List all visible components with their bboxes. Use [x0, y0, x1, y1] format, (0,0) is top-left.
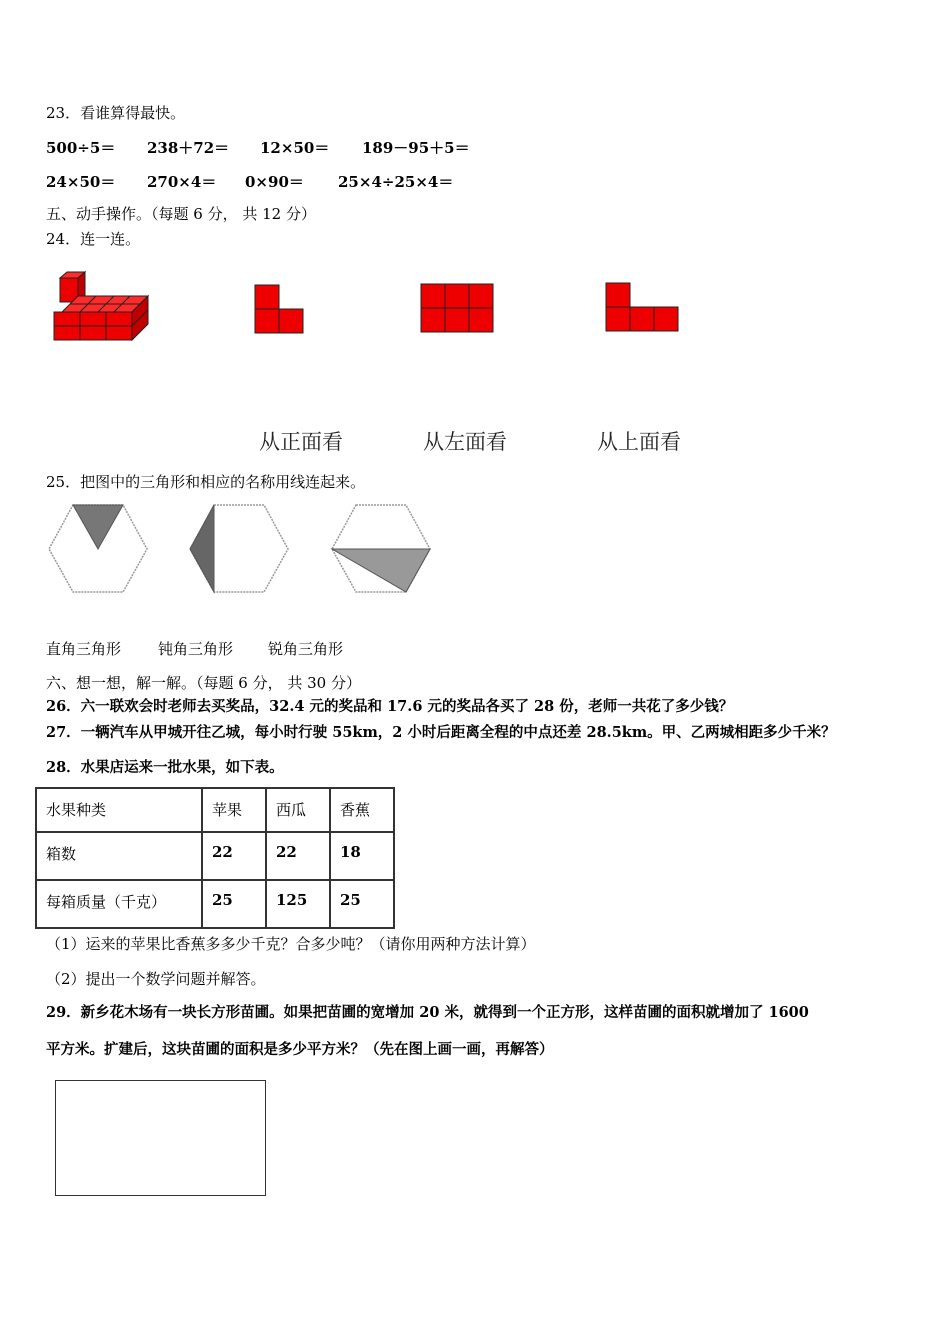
q23-title: 23．看谁算得最快。: [46, 104, 186, 122]
top-view-figure: [605, 282, 681, 334]
q28-title: 28．水果店运来一批水果，如下表。: [46, 759, 284, 776]
table-cell: 每箱质量（千克）: [36, 880, 202, 928]
hexagon-obtuse-triangle-figure: [329, 502, 433, 594]
triangle-name-right: 直角三角形: [46, 640, 122, 658]
q29-text-line1: 29．新乡花木场有一块长方形苗圃。如果把苗圃的宽增加 20 米，就得到一个正方形，这样苗圃的面积就增加了 1600: [46, 1004, 809, 1021]
table-cell: 18: [330, 832, 394, 880]
left-view-figure: [420, 283, 496, 335]
table-cell: 125: [266, 880, 330, 928]
view-label-top: 从上面看: [597, 430, 681, 454]
hexagon-acute-triangle-figure: [46, 502, 150, 594]
q23-expr: 270×4＝: [147, 173, 217, 191]
cube-stack-3d-figure: [50, 268, 155, 344]
section-6-heading: 六、想一想，解一解。（每题 6 分， 共 30 分）: [46, 674, 361, 692]
q23-expr: 238＋72＝: [147, 139, 230, 157]
q23-expr: 24×50＝: [46, 173, 116, 191]
q27-text: 27．一辆汽车从甲城开往乙城，每小时行驶 55km，2 小时后距离全程的中点还差 28.5km。甲、乙两城相距多少千米？: [46, 724, 836, 741]
q29-text-line2: 平方米。扩建后，这块苗圃的面积是多少平方米？（先在图上画一画，再解答）: [46, 1041, 554, 1058]
section-5-heading: 五、动手操作。（每题 6 分， 共 12 分）: [46, 205, 316, 223]
q23-expr: 189－95＋5＝: [362, 139, 470, 157]
triangle-name-obtuse: 钝角三角形: [158, 640, 234, 658]
table-cell: 22: [266, 832, 330, 880]
q26-text: 26．六一联欢会时老师去买奖品，32.4 元的奖品和 17.6 元的奖品各买了 28 份，老师一共花了多少钱？: [46, 698, 734, 715]
table-header-row: [36, 788, 394, 832]
q28-subquestion-2: （2）提出一个数学问题并解答。: [46, 970, 266, 988]
nursery-rectangle-drawing-area: [55, 1080, 266, 1196]
table-header-cell: 水果种类: [36, 788, 202, 832]
view-label-left: 从左面看: [423, 430, 507, 454]
table-cell: 22: [202, 832, 266, 880]
triangle-name-acute: 锐角三角形: [268, 640, 344, 658]
table-header-cell: 西瓜: [266, 788, 330, 832]
table-header-cell: 香蕉: [330, 788, 394, 832]
q23-expr: 500÷5＝: [46, 139, 116, 157]
q25-title: 25．把图中的三角形和相应的名称用线连起来。: [46, 473, 366, 491]
table-header-cell: 苹果: [202, 788, 266, 832]
q28-subquestion-1: （1）运来的苹果比香蕉多多少千克？合多少吨？（请你用两种方法计算）: [46, 935, 536, 953]
q23-expr: 12×50＝: [260, 139, 330, 157]
table-cell: 25: [202, 880, 266, 928]
q23-expr: 25×4÷25×4＝: [338, 173, 454, 191]
table-row: [36, 832, 394, 880]
q23-expr: 0×90＝: [245, 173, 304, 191]
view-label-front: 从正面看: [259, 430, 343, 454]
fruit-table: [35, 787, 395, 929]
q24-title: 24．连一连。: [46, 230, 141, 248]
table-row: [36, 880, 394, 928]
table-cell: 25: [330, 880, 394, 928]
hexagon-right-triangle-figure: [187, 502, 291, 594]
front-view-figure: [254, 284, 306, 336]
table-cell: 箱数: [36, 832, 202, 880]
